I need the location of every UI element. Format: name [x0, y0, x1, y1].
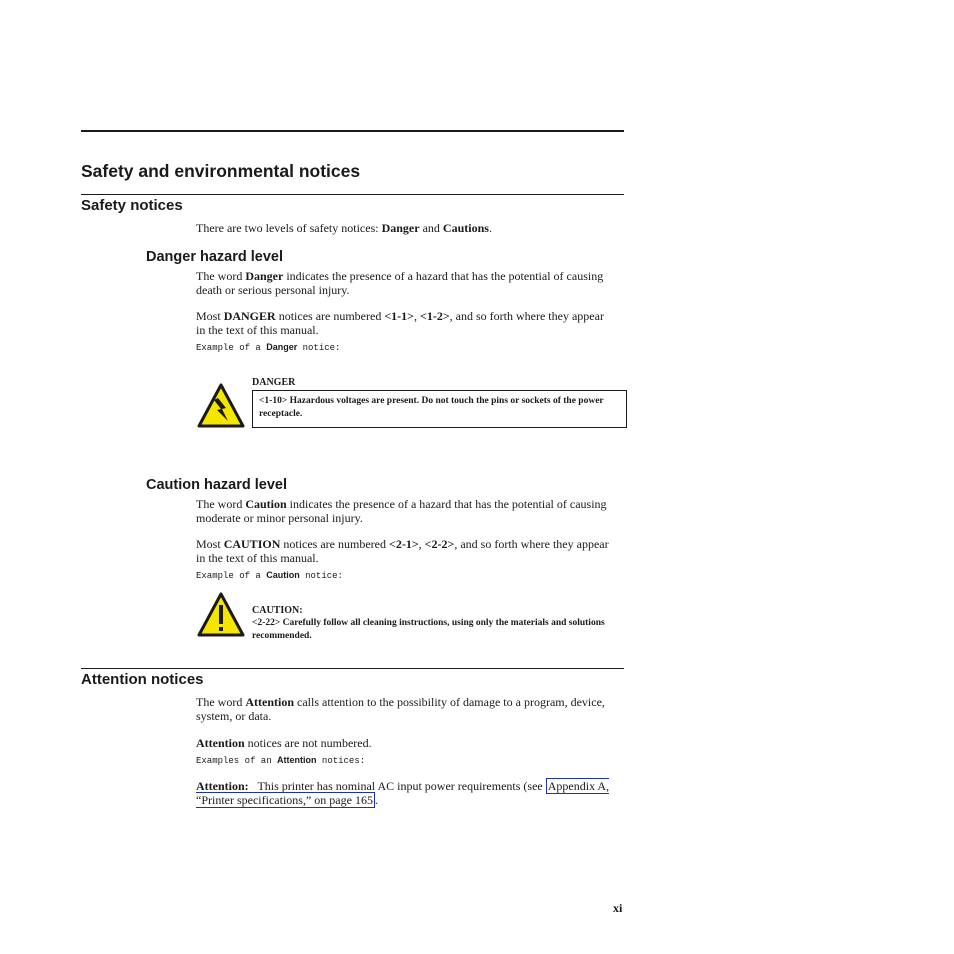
danger-notice-text: <1-10> Hazardous voltages are present. Do not touch the pins or sockets of the power receptacle.	[259, 396, 604, 419]
caution-paragraph-2: Most CAUTION notices are numbered <2-1>, <2-2>, and so forth where they appear in the text of this manual.	[196, 537, 609, 565]
attention-paragraph-1: The word Attention calls attention to the possibility of damage to a program, device, system, or data.	[196, 695, 605, 723]
appendix-a-link[interactable]: Appendix A, “Printer specifications,” on page 165	[196, 779, 610, 807]
danger-heading: Danger hazard level	[146, 249, 283, 265]
page-title: Safety and environmental notices	[81, 161, 361, 181]
danger-example-caption: Example of a Danger notice:	[196, 342, 341, 353]
danger-notice-box	[252, 390, 627, 428]
page-number: xi	[613, 901, 623, 915]
danger-paragraph-1: The word Danger indicates the presence of a hazard that has the potential of causing death or serious personal injury.	[196, 269, 604, 297]
attention-example-caption: Examples of an Attention notices:	[196, 755, 366, 766]
caution-notice-label: CAUTION:	[252, 605, 303, 616]
safety-notices-heading: Safety notices	[81, 197, 183, 214]
attention-paragraph-2: Attention notices are not numbered.	[196, 736, 372, 750]
electrical-hazard-icon	[197, 383, 245, 429]
caution-paragraph-1: The word Caution indicates the presence of a hazard that has the potential of causing moderate or minor personal injury.	[196, 497, 607, 525]
attention-heading: Attention notices	[81, 671, 204, 688]
danger-paragraph-2: Most DANGER notices are numbered <1-1>, <1-2>, and so forth where they appear in the text of this manual.	[196, 309, 604, 337]
attention-notice: Attention: This printer has nominal AC input power requirements (see Appendix A, “Printer specifications,” on page 165 .	[196, 779, 610, 807]
attention-rule	[81, 668, 624, 669]
danger-notice-label: DANGER	[252, 377, 296, 388]
warning-exclamation-icon	[197, 592, 245, 638]
attention-notice-label: Attention:	[196, 779, 249, 793]
title-rule	[81, 194, 624, 195]
safety-intro: There are two levels of safety notices: Danger and Cautions.	[196, 221, 492, 235]
top-rule	[81, 130, 624, 132]
caution-heading: Caution hazard level	[146, 477, 288, 493]
caution-example-caption: Example of a Caution notice:	[196, 570, 343, 581]
caution-notice-text: <2-22> Carefully follow all cleaning instructions, using only the materials and solutions recommended.	[252, 618, 605, 641]
